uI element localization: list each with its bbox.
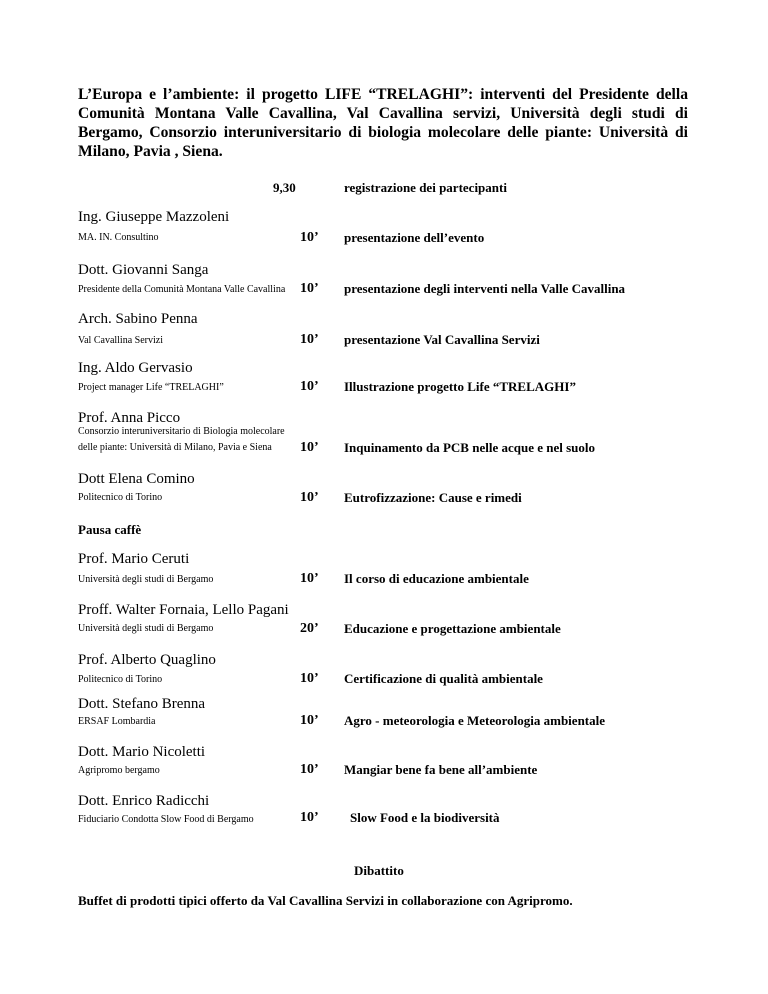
speaker-name: Dott. Enrico Radicchi [78, 793, 210, 809]
speaker-name: Ing. Aldo Gervasio [78, 360, 193, 376]
registration-time: 9,30 [273, 180, 296, 195]
speaker-duration: 10’ [300, 490, 319, 505]
speaker-affiliation: Università degli studi di Bergamo [78, 574, 214, 585]
speaker-affiliation: ERSAF Lombardia [78, 716, 156, 727]
speaker-topic: Educazione e progettazione ambientale [344, 621, 561, 636]
speaker-topic: Inquinamento da PCB nelle acque e nel suolo [344, 440, 596, 455]
speaker-name: Ing. Giuseppe Mazzoleni [78, 209, 230, 225]
speaker-name: Prof. Alberto Quaglino [78, 652, 216, 668]
speaker-affiliation: Università degli studi di Bergamo [78, 623, 214, 634]
document-title: L’Europa e l’ambiente: il progetto LIFE “TRELAGHI”: interventi del Presidente della Comunità Montana Valle Cavallina, Val Cavallina servizi, Università degli studi di Bergamo, Consorzio interuniversitario di biologia molecolare delle piante: Università di Milano, Pavia , Siena. [78, 86, 688, 160]
speaker-topic: Eutrofizzazione: Cause e rimedi [344, 490, 522, 505]
speaker-duration: 10’ [300, 713, 319, 728]
speaker-name: Prof. Mario Ceruti [78, 551, 190, 567]
speaker-topic: Agro - meteorologia e Meteorologia ambientale [344, 713, 606, 728]
speaker-affiliation: MA. IN. Consultino [78, 232, 159, 243]
speaker-name: Dott. Mario Nicoletti [78, 744, 206, 760]
speaker-topic: Mangiar bene fa bene all’ambiente [344, 762, 538, 777]
speaker-affiliation: Presidente della Comunità Montana Valle Cavallina [78, 284, 286, 295]
speaker-name: Proff. Walter Fornaia, Lello Pagani [78, 602, 289, 618]
speaker-affiliation: Project manager Life “TRELAGHI” [78, 382, 224, 393]
speaker-name: Prof. Anna Picco [78, 410, 181, 426]
registration-text: registrazione dei partecipanti [344, 180, 507, 195]
buffet-note: Buffet di prodotti tipici offerto da Val Cavallina Servizi in collaborazione con Agripromo. [78, 893, 573, 908]
speaker-affiliation: delle piante: Università di Milano, Pavia e Siena [78, 442, 272, 453]
speaker-affiliation: Consorzio interuniversitario di Biologia molecolare [78, 426, 285, 437]
debate-label: Dibattito [354, 863, 404, 878]
speaker-topic: presentazione Val Cavallina Servizi [344, 332, 540, 347]
speaker-duration: 10’ [300, 281, 319, 296]
speaker-duration: 10’ [300, 671, 319, 686]
speaker-topic: presentazione dell’evento [344, 230, 485, 245]
speaker-duration: 20’ [300, 621, 319, 636]
speaker-name: Dott Elena Comino [78, 471, 195, 487]
speaker-duration: 10’ [300, 762, 319, 777]
speaker-affiliation: Politecnico di Torino [78, 674, 163, 685]
speaker-name: Dott. Stefano Brenna [78, 696, 206, 712]
coffee-break: Pausa caffè [78, 522, 142, 537]
speaker-duration: 10’ [300, 379, 319, 394]
speaker-topic: Illustrazione progetto Life “TRELAGHI” [344, 379, 576, 394]
speaker-name: Dott. Giovanni Sanga [78, 262, 209, 278]
speaker-topic: Certificazione di qualità ambientale [344, 671, 543, 686]
speaker-affiliation: Agripromo bergamo [78, 765, 160, 776]
speaker-affiliation: Val Cavallina Servizi [78, 335, 163, 346]
speaker-affiliation: Politecnico di Torino [78, 492, 163, 503]
speaker-duration: 10’ [300, 440, 319, 455]
speaker-duration: 10’ [300, 230, 319, 245]
speaker-topic: presentazione degli interventi nella Valle Cavallina [344, 281, 626, 296]
speaker-duration: 10’ [300, 571, 319, 586]
speaker-affiliation: Fiduciario Condotta Slow Food di Bergamo [78, 814, 254, 825]
speaker-duration: 10’ [300, 810, 319, 825]
speaker-topic: Slow Food e la biodiversità [350, 810, 500, 825]
speaker-topic: Il corso di educazione ambientale [344, 571, 529, 586]
speaker-name: Arch. Sabino Penna [78, 311, 198, 327]
speaker-duration: 10’ [300, 332, 319, 347]
